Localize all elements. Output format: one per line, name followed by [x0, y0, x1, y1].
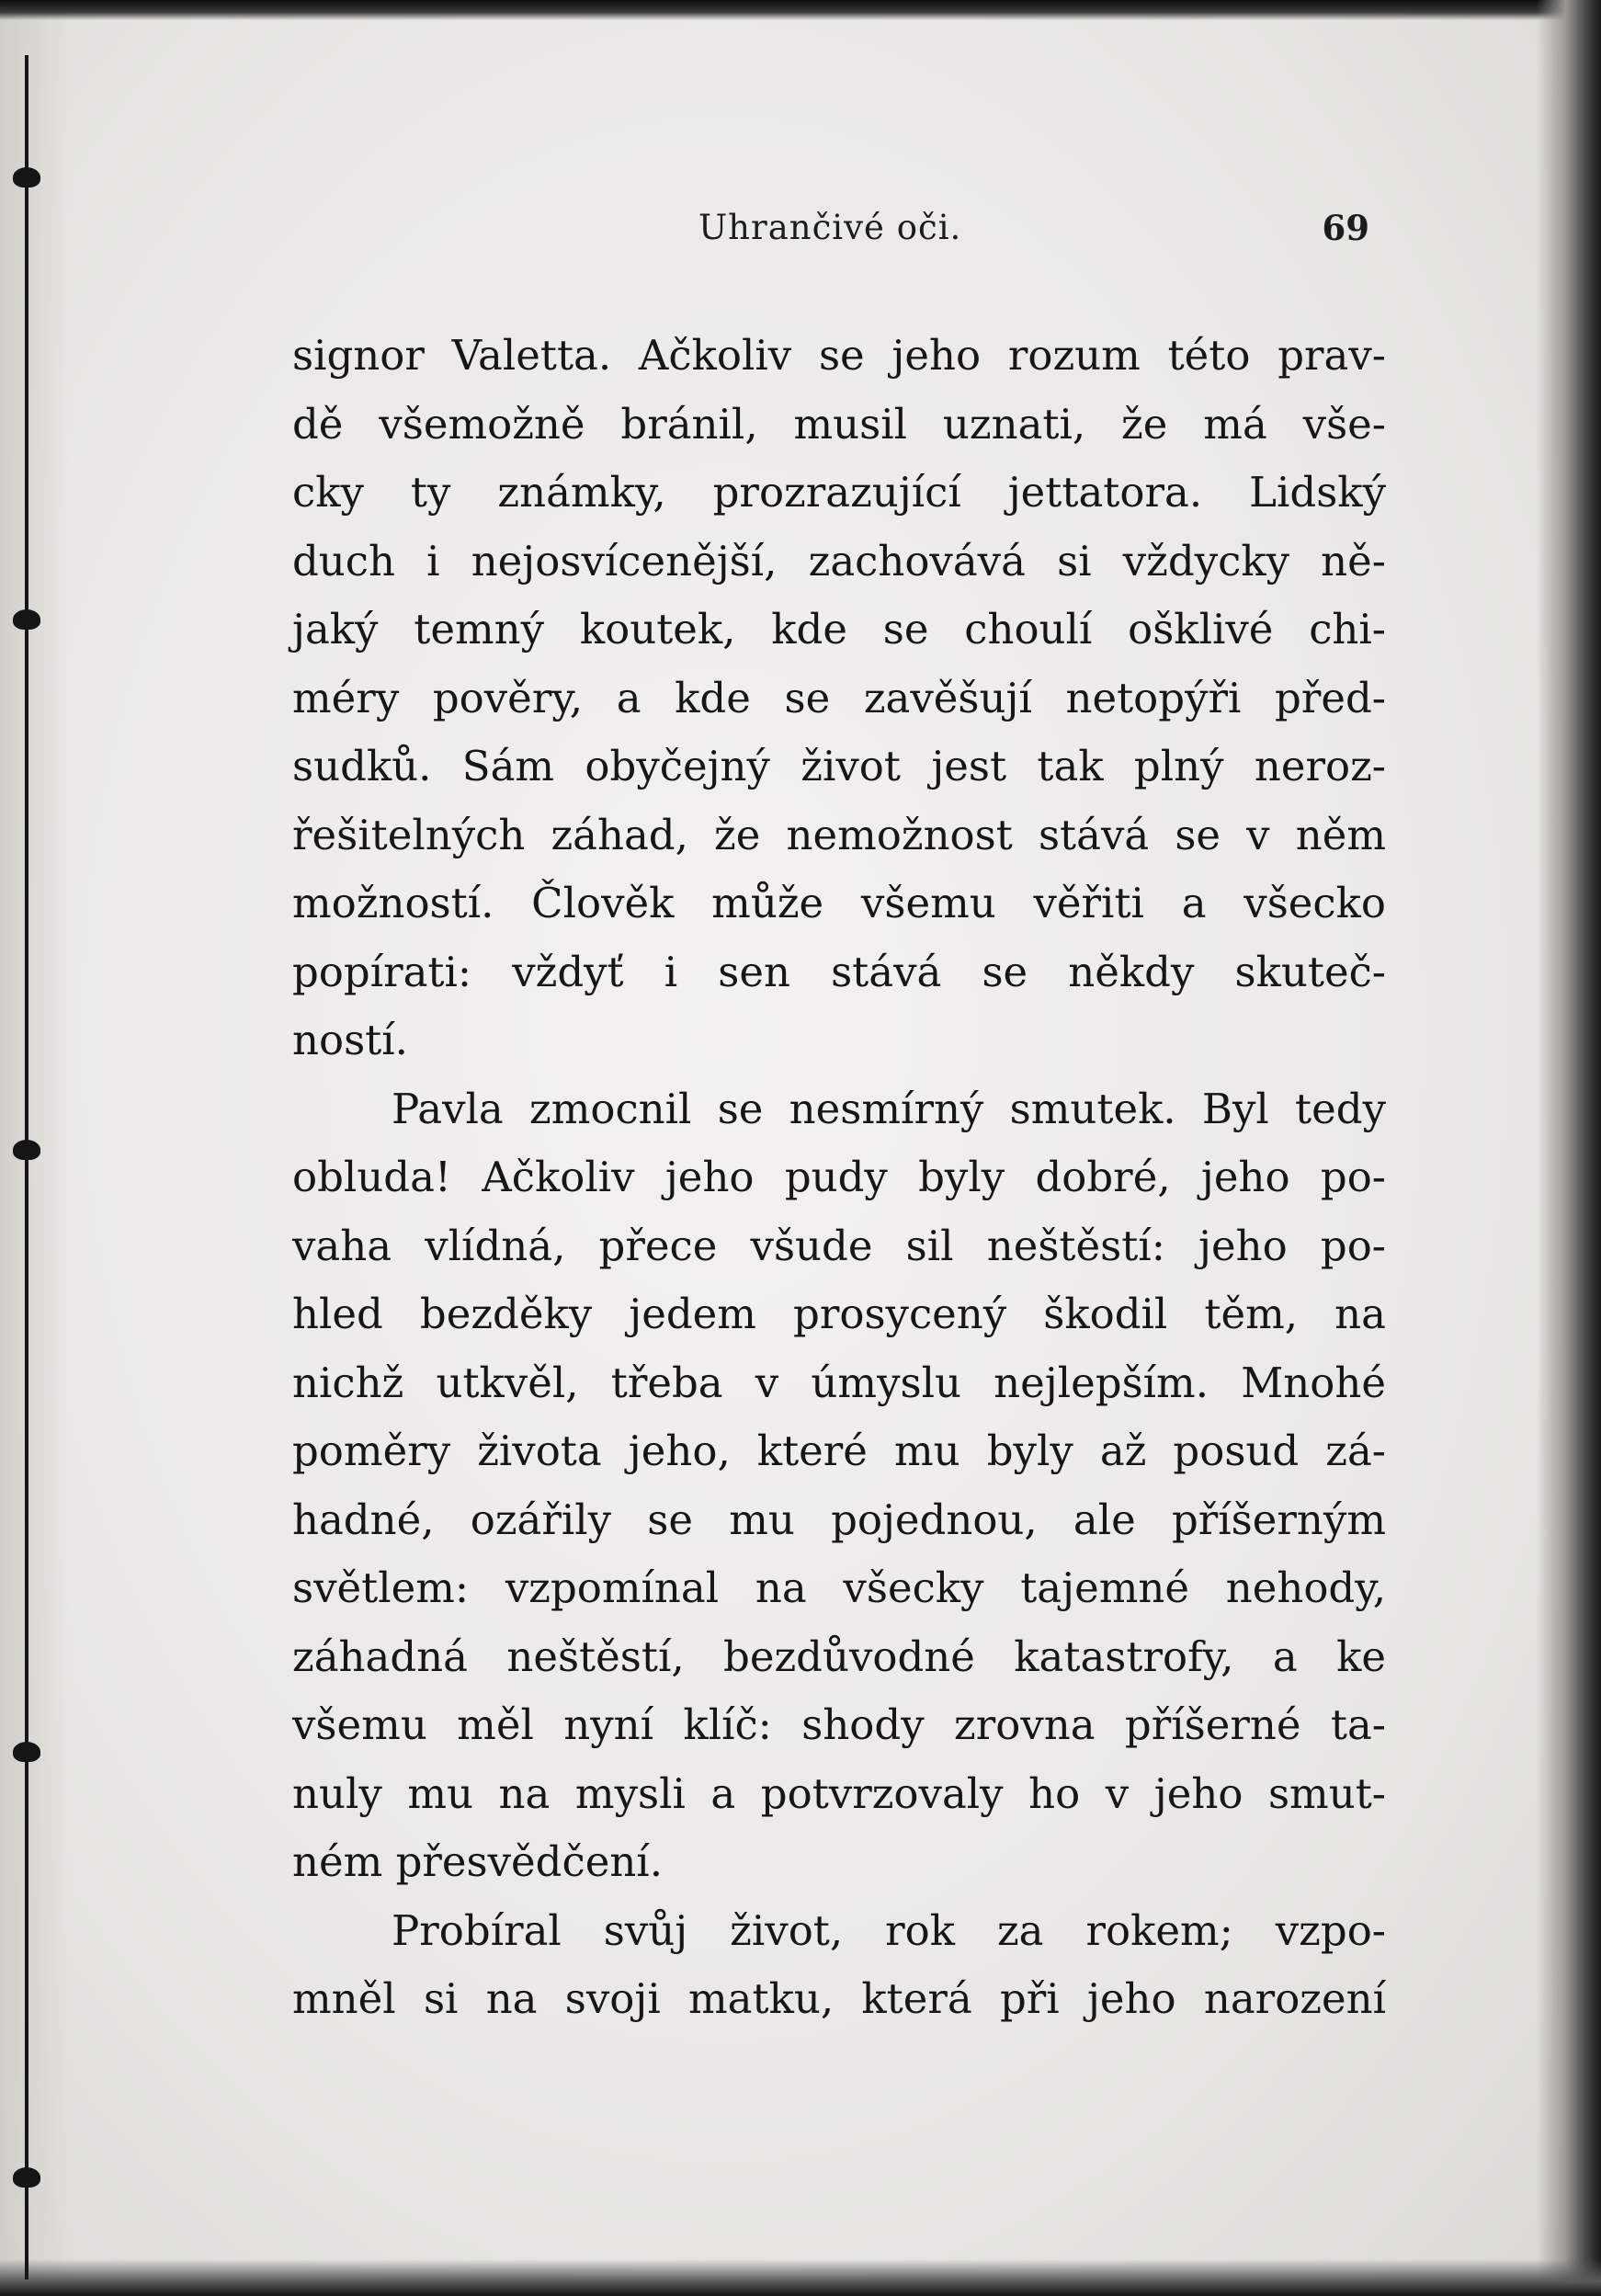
text-line: vaha vlídná, přece všude sil neštěstí: jeho po-: [292, 1221, 1386, 1270]
text-line: řešitelných záhad, že nemožnost stává se v něm: [292, 810, 1386, 859]
text-line: ném přesvědčení.: [292, 1837, 664, 1886]
text-line: duch i nejosvícenější, zachovává si vždycky ně-: [292, 536, 1386, 585]
page-header: [698, 208, 1369, 263]
text-line: jaký temný koutek, kde se choulí ošklivé chi-: [292, 605, 1386, 654]
text-line: signor Valetta. Ačkoliv se jeho rozum této prav-: [292, 331, 1386, 380]
text-line: cky ty známky, prozrazující jettatora. Lidský: [292, 468, 1386, 517]
page-edge-shadow-top: [0, 0, 1601, 20]
text-line: poměry života jeho, které mu byly až posud zá-: [292, 1426, 1386, 1475]
text-line: obluda! Ačkoliv jeho pudy byly dobré, jeho po-: [292, 1153, 1386, 1201]
text-line: nuly mu na mysli a potvrzovaly ho v jeho smut-: [292, 1768, 1386, 1818]
body-text: [292, 322, 1386, 2034]
text-line: možností. Člověk může všemu věřiti a všecko: [292, 879, 1386, 927]
page-number: 69: [1322, 208, 1369, 248]
text-line: Probíral svůj život, rok za rokem; vzpo-: [392, 1905, 1386, 1955]
page-edge-shadow-bottom: [0, 2259, 1601, 2296]
text-line: všemu měl nyní klíč: shody zrovna příšerné ta-: [292, 1700, 1386, 1749]
binding-thread-line: [25, 55, 28, 2279]
paragraph: [292, 1897, 1386, 2034]
text-line: hadné, ozářily se mu pojednou, ale příšerným: [292, 1495, 1386, 1544]
text-line: nichž utkvěl, třeba v úmyslu nejlepším. Mnohé: [292, 1358, 1386, 1407]
page-edge-shadow-right: [1537, 0, 1601, 2296]
binding-stitch-mark: [13, 167, 40, 188]
paragraph: [292, 322, 1386, 1075]
text-line: popírati: vždyť i sen stává se někdy skuteč-: [292, 947, 1386, 996]
paragraph: [292, 1075, 1386, 1897]
binding-stitch-mark: [13, 609, 40, 630]
running-title: Uhrančivé oči.: [698, 208, 962, 247]
binding-stitch-mark: [13, 1140, 40, 1160]
text-line: Pavla zmocnil se nesmírný smutek. Byl tedy: [392, 1084, 1386, 1133]
text-line: ností.: [292, 1016, 408, 1064]
text-line: méry pověry, a kde se zavěšují netopýři před-: [292, 673, 1386, 722]
text-line: světlem: vzpomínal na všecky tajemné nehody,: [292, 1563, 1386, 1612]
binding-stitch-mark: [13, 2167, 40, 2188]
binding-stitch-mark: [13, 1742, 40, 1762]
text-line: dě všemožně bránil, musil uznati, že má vše-: [292, 399, 1386, 449]
text-line: mněl si na svoji matku, která při jeho narození: [292, 1974, 1386, 2023]
text-line: sudků. Sám obyčejný život jest tak plný neroz-: [292, 742, 1386, 790]
text-line: hled bezděky jedem prosycený škodil těm, na: [292, 1290, 1386, 1338]
text-line: záhadná neštěstí, bezdůvodné katastrofy, a ke: [292, 1631, 1386, 1681]
